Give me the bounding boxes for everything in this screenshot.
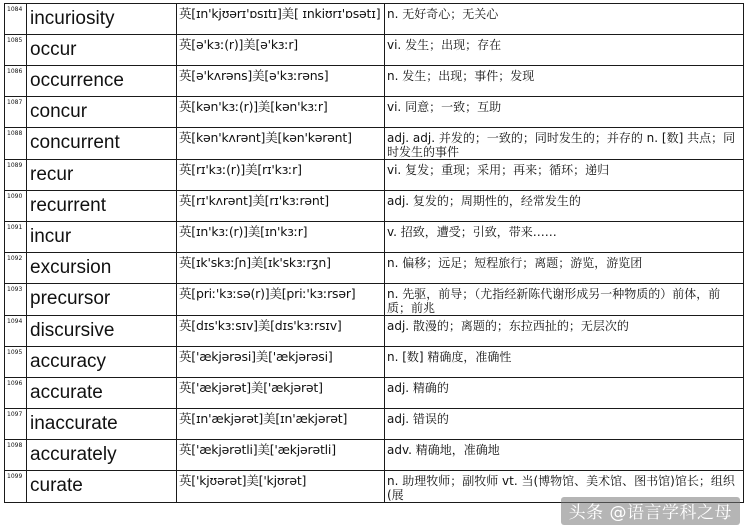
- entry-phonetic: 英['kjʊərət]美['kjʊrət]: [177, 471, 385, 503]
- table-row: [5, 316, 744, 347]
- entry-number: 1096: [5, 378, 27, 409]
- entry-word: occur: [27, 35, 177, 66]
- entry-definition: adj. 散漫的；离题的；东拉西扯的；无层次的: [385, 316, 744, 347]
- entry-word: concur: [27, 97, 177, 128]
- table-row: [5, 284, 744, 316]
- entry-definition: n. 偏移；远足；短程旅行；离题；游览，游览团: [385, 253, 744, 284]
- entry-word: incuriosity: [27, 4, 177, 35]
- entry-number: 1098: [5, 440, 27, 471]
- entry-phonetic: 英['ækjərəsi]美['ækjərəsi]: [177, 347, 385, 378]
- entry-word: excursion: [27, 253, 177, 284]
- entry-definition: v. 招致，遭受；引致，带来……: [385, 222, 744, 253]
- entry-word: accurately: [27, 440, 177, 471]
- vocabulary-table-body: [5, 4, 744, 503]
- entry-definition: n. [数] 精确度，准确性: [385, 347, 744, 378]
- entry-number: 1099: [5, 471, 27, 503]
- entry-word: curate: [27, 471, 177, 503]
- entry-number: 1086: [5, 66, 27, 97]
- entry-definition: adj. 复发的；周期性的，经常发生的: [385, 191, 744, 222]
- entry-phonetic: 英[priː'kɜːsə(r)]美[priː'kɜːrsər]: [177, 284, 385, 316]
- entry-number: 1084: [5, 4, 27, 35]
- entry-phonetic: 英[rɪ'kʌrənt]美[rɪ'kɜːrənt]: [177, 191, 385, 222]
- entry-phonetic: 英[ɪn'kjʊərɪ'ɒsɪtɪ]美[ ɪnkiʊrɪ'ɒsətɪ]: [177, 4, 385, 35]
- watermark: 头条 @语言学科之母: [561, 497, 740, 525]
- entry-definition: n. 无好奇心；无关心: [385, 4, 744, 35]
- table-row: [5, 222, 744, 253]
- entry-number: 1088: [5, 128, 27, 160]
- entry-definition: n. 发生；出现；事件；发现: [385, 66, 744, 97]
- entry-phonetic: 英[ə'kʌrəns]美[ə'kɜːrəns]: [177, 66, 385, 97]
- table-row: [5, 347, 744, 378]
- entry-number: 1085: [5, 35, 27, 66]
- entry-definition: vi. 复发；重现；采用；再来；循环；递归: [385, 160, 744, 191]
- entry-word: accuracy: [27, 347, 177, 378]
- entry-number: 1091: [5, 222, 27, 253]
- entry-phonetic: 英[rɪ'kɜː(r)]美[rɪ'kɜːr]: [177, 160, 385, 191]
- entry-phonetic: 英[ɪn'ækjərət]美[ɪn'ækjərət]: [177, 409, 385, 440]
- entry-definition: adj. 精确的: [385, 378, 744, 409]
- entry-number: 1094: [5, 316, 27, 347]
- entry-number: 1087: [5, 97, 27, 128]
- entry-phonetic: 英[ə'kɜː(r)]美[ə'kɜːr]: [177, 35, 385, 66]
- entry-word: precursor: [27, 284, 177, 316]
- entry-phonetic: 英[ɪn'kɜː(r)]美[ɪn'kɜːr]: [177, 222, 385, 253]
- entry-definition: n. 助理牧师；副牧师 vt. 当(博物馆、美术馆、图书馆)馆长；组织(展: [385, 471, 744, 503]
- entry-number: 1092: [5, 253, 27, 284]
- entry-word: recur: [27, 160, 177, 191]
- entry-word: accurate: [27, 378, 177, 409]
- table-row: [5, 409, 744, 440]
- table-row: [5, 440, 744, 471]
- table-row: [5, 66, 744, 97]
- entry-phonetic: 英[kən'kɜː(r)]美[kən'kɜːr]: [177, 97, 385, 128]
- table-row: [5, 160, 744, 191]
- table-row: [5, 191, 744, 222]
- table-row: [5, 378, 744, 409]
- entry-number: 1097: [5, 409, 27, 440]
- entry-definition: adj. 错误的: [385, 409, 744, 440]
- entry-word: occurrence: [27, 66, 177, 97]
- entry-definition: adj. adj. 并发的；一致的；同时发生的；并存的 n. [数] 共点；同时发生的事件: [385, 128, 744, 160]
- entry-definition: n. 先驱，前导；（尤指经新陈代谢形成另一种物质的）前体，前质；前兆: [385, 284, 744, 316]
- entry-phonetic: 英['ækjərətli]美['ækjərətli]: [177, 440, 385, 471]
- entry-definition: adv. 精确地，准确地: [385, 440, 744, 471]
- entry-word: discursive: [27, 316, 177, 347]
- entry-phonetic: 英['ækjərət]美['ækjərət]: [177, 378, 385, 409]
- entry-word: inaccurate: [27, 409, 177, 440]
- entry-number: 1089: [5, 160, 27, 191]
- entry-word: incur: [27, 222, 177, 253]
- entry-phonetic: 英[dɪs'kɜːsɪv]美[dɪs'kɜːrsɪv]: [177, 316, 385, 347]
- entry-phonetic: 英[ɪk'skɜːʃn]美[ɪk'skɜːrʒn]: [177, 253, 385, 284]
- table-row: [5, 128, 744, 160]
- entry-phonetic: 英[kən'kʌrənt]美[kən'kərənt]: [177, 128, 385, 160]
- table-row: [5, 97, 744, 128]
- table-row: [5, 253, 744, 284]
- entry-definition: vi. 同意；一致；互助: [385, 97, 744, 128]
- entry-definition: vi. 发生；出现；存在: [385, 35, 744, 66]
- entry-number: 1090: [5, 191, 27, 222]
- entry-word: recurrent: [27, 191, 177, 222]
- table-row: [5, 4, 744, 35]
- table-row: [5, 35, 744, 66]
- entry-number: 1095: [5, 347, 27, 378]
- entry-number: 1093: [5, 284, 27, 316]
- vocabulary-table: [4, 3, 744, 503]
- entry-word: concurrent: [27, 128, 177, 160]
- vocabulary-sheet: [4, 3, 744, 503]
